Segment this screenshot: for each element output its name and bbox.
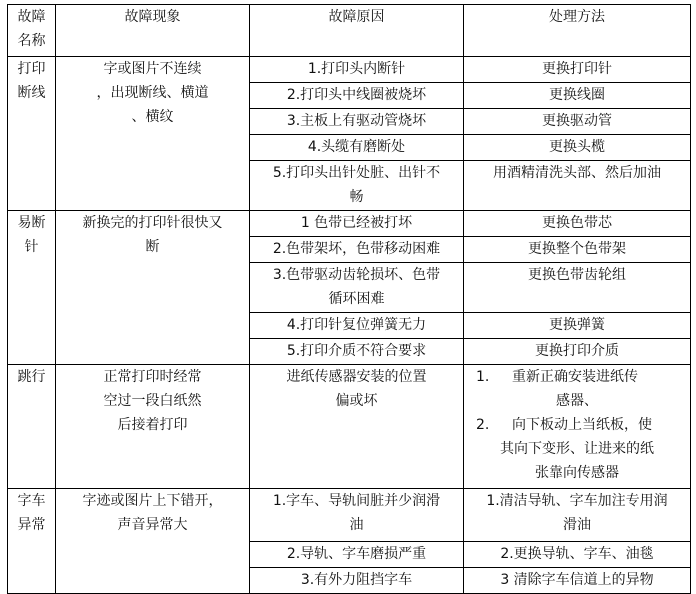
fault-cause: 2.打印头中线圈被烧坏 — [250, 83, 464, 109]
list-number: 1. — [476, 369, 490, 385]
fault-method: 1. 重新正确安装进纸传 感器、 2. 向下板动上当纸板，使 其向下变形、让进来的纸 张靠向传感器 — [464, 365, 691, 489]
fault-name: 跳行 — [8, 365, 56, 489]
fault-phenomenon: 新换完的打印针很快又 断 — [56, 211, 250, 365]
fault-method: 更换打印针 — [464, 57, 691, 83]
fault-method: 更换色带齿轮组 — [464, 263, 691, 313]
fault-phenomenon: 字或图片不连续 ，出现断线、横道 、横纹 — [56, 57, 250, 211]
table-row — [8, 365, 691, 489]
header-name: 故障 名称 — [8, 5, 56, 57]
fault-cause: 1.打印头内断针 — [250, 57, 464, 83]
fault-cause: 5.打印介质不符合要求 — [250, 339, 464, 365]
fault-name: 易断 针 — [8, 211, 56, 365]
fault-name: 打印 断线 — [8, 57, 56, 211]
fault-table — [7, 4, 691, 594]
fault-method: 更换弹簧 — [464, 313, 691, 339]
fault-cause: 进纸传感器安装的位置 偏或坏 — [250, 365, 464, 489]
fault-cause: 5.打印头出针处脏、出针不 畅 — [250, 161, 464, 211]
fault-method: 更换整个色带架 — [464, 237, 691, 263]
fault-method: 更换线圈 — [464, 83, 691, 109]
fault-method: 更换驱动管 — [464, 109, 691, 135]
fault-method: 3 清除字车信道上的异物 — [464, 568, 691, 594]
fault-cause: 2.导轨、字车磨损严重 — [250, 542, 464, 568]
fault-phenomenon: 正常打印时经常 空过一段白纸然 后接着打印 — [56, 365, 250, 489]
fault-method: 更换色带芯 — [464, 211, 691, 237]
fault-method: 用酒精清洗头部、然后加油 — [464, 161, 691, 211]
fault-phenomenon: 字迹或图片上下错开， 声音异常大 — [56, 489, 250, 594]
fault-cause: 4.头缆有磨断处 — [250, 135, 464, 161]
fault-name: 字车 异常 — [8, 489, 56, 594]
fault-cause: 4.打印针复位弹簧无力 — [250, 313, 464, 339]
header-method: 处理方法 — [464, 5, 691, 57]
fault-cause: 3.主板上有驱动管烧坏 — [250, 109, 464, 135]
fault-cause: 1 色带已经被打坏 — [250, 211, 464, 237]
table-row — [8, 489, 691, 542]
fault-method: 更换头榄 — [464, 135, 691, 161]
header-cause: 故障原因 — [250, 5, 464, 57]
header-row — [8, 5, 691, 57]
fault-method: 更换打印介质 — [464, 339, 691, 365]
list-number: 2. — [476, 417, 490, 433]
fault-cause: 3.色带驱动齿轮损坏、色带 循环困难 — [250, 263, 464, 313]
header-phenomenon: 故障现象 — [56, 5, 250, 57]
table-row — [8, 211, 691, 237]
fault-method: 2.更换导轨、字车、油毯 — [464, 542, 691, 568]
fault-method: 1.清洁导轨、字车加注专用润 滑油 — [464, 489, 691, 542]
fault-cause: 2.色带架坏，色带移动困难 — [250, 237, 464, 263]
table-row — [8, 57, 691, 83]
fault-cause: 3.有外力阻挡字车 — [250, 568, 464, 594]
fault-cause: 1.字车、导轨间脏并少润滑 油 — [250, 489, 464, 542]
